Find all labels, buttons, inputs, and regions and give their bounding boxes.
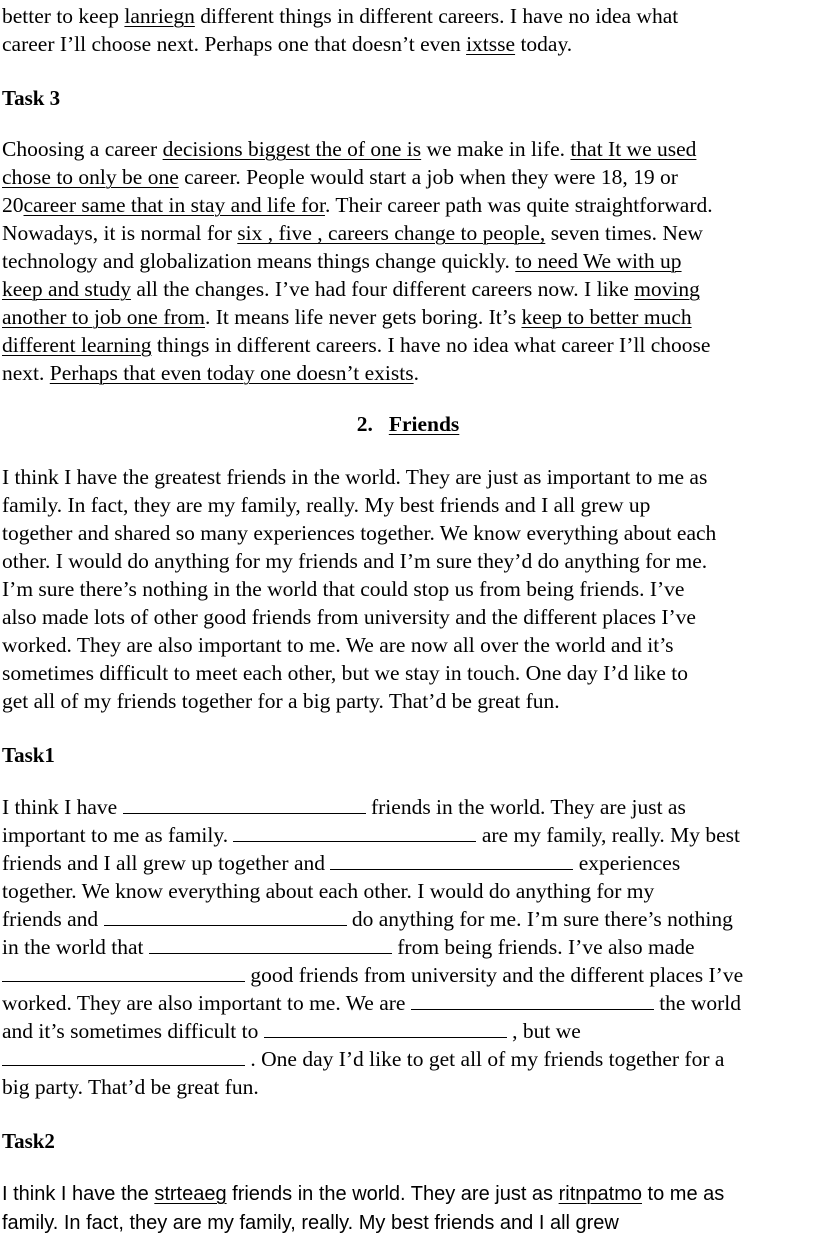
task2-paragraph — [2, 1180, 816, 1238]
text-line: I think I have friends in the world. They are just as — [2, 795, 686, 819]
scrambled-phrase: Perhaps that even today one doesn’t exists — [49, 361, 414, 385]
text-line — [2, 30, 816, 58]
scrambled-phrase: another to job one from — [2, 305, 206, 329]
text: today. — [515, 32, 573, 56]
answer-blank — [233, 821, 476, 842]
section-number: 2. — [356, 412, 373, 436]
section-heading — [0, 410, 816, 438]
answer-blank — [264, 1017, 507, 1038]
text-line: I think I have the greatest friends in the world. They are just as important to me as — [2, 465, 708, 489]
text-line: get all of my friends together for a big party. That’d be great fun. — [2, 689, 560, 713]
task3-paragraph — [2, 135, 816, 387]
scrambled-phrase: to need We with up — [515, 249, 682, 273]
scrambled-phrase: different learning — [2, 333, 152, 357]
text-line: good friends from university and the different places I’ve — [2, 961, 816, 989]
task1-heading: Task1 — [2, 743, 55, 767]
text-line: chose to only be one career. People would start a job when they were 18, 19 or — [2, 165, 678, 189]
scrambled-word: ixtsse — [466, 32, 516, 56]
answer-blank — [330, 849, 573, 870]
text-line: in the world that from being friends. I’ve also made — [2, 935, 695, 959]
scrambled-phrase: six , five , careers change to people, — [237, 221, 546, 245]
text-line: other. I would do anything for my friends and I’m sure they’d do anything for me. — [2, 549, 708, 573]
text-line: another to job one from. It means life never gets boring. It’s keep to better much — [2, 305, 692, 329]
text-line: friends and do anything for me. I’m sure there’s nothing — [2, 907, 733, 931]
text-line: worked. They are also important to me. We are now all over the world and it’s — [2, 633, 674, 657]
text-line: sometimes difficult to meet each other, but we stay in touch. One day I’d like to — [2, 661, 688, 685]
text-line: family. In fact, they are my family, really. My best friends and I all grew — [2, 1212, 619, 1234]
task1-gap-fill — [2, 793, 816, 1101]
text-line: friends and I all grew up together and experiences — [2, 851, 681, 875]
answer-blank — [2, 961, 245, 982]
text-line: 20career same that in stay and life for. Their career path was quite straightforward. — [2, 193, 713, 217]
intro-paragraph — [2, 2, 816, 58]
text-line: next. Perhaps that even today one doesn’t exists. — [2, 361, 419, 385]
text-line: also made lots of other good friends from university and the different places I’ve — [2, 605, 696, 629]
text-line: Nowadays, it is normal for six , five , careers change to people, seven times. New — [2, 221, 703, 245]
text: different things in different careers. I have no idea what — [194, 4, 679, 28]
text-line: Choosing a career decisions biggest the of one is we make in life. that It we used — [2, 137, 697, 161]
section-title: Friends — [388, 412, 460, 436]
text: career I’ll choose next. Perhaps one that doesn’t even — [2, 32, 467, 56]
answer-blank — [411, 989, 654, 1010]
reading-passage — [2, 463, 816, 715]
scrambled-phrase: that It we used — [570, 137, 697, 161]
scrambled-phrase: chose to only be one — [2, 165, 179, 189]
text-line: keep and study all the changes. I’ve had four different careers now. I like moving — [2, 277, 700, 301]
answer-blank — [2, 1045, 245, 1066]
text-line: together and shared so many experiences together. We know everything about each — [2, 521, 717, 545]
task3-heading: Task 3 — [2, 86, 61, 110]
text-line: and it’s sometimes difficult to , but we — [2, 1019, 581, 1043]
text-line: I’m sure there’s nothing in the world that could stop us from being friends. I’ve — [2, 577, 685, 601]
text-line: I think I have the strteaeg friends in the world. They are just as ritnpatmo to me as — [2, 1183, 725, 1205]
scrambled-phrase: keep to better much — [521, 305, 692, 329]
scrambled-word: strteaeg — [154, 1183, 227, 1205]
text-line: technology and globalization means things change quickly. to need We with up — [2, 249, 682, 273]
text-line: . One day I’d like to get all of my friends together for a — [2, 1045, 816, 1073]
scrambled-word: ritnpatmo — [558, 1183, 642, 1205]
text-line: worked. They are also important to me. We are the world — [2, 991, 742, 1015]
scrambled-word: lanriegn — [124, 4, 195, 28]
task2-heading: Task2 — [2, 1129, 55, 1153]
text-line: family. In fact, they are my family, really. My best friends and I all grew up — [2, 493, 651, 517]
answer-blank — [123, 793, 366, 814]
text-line: important to me as family. are my family, really. My best — [2, 823, 740, 847]
text-line: together. We know everything about each other. I would do anything for my — [2, 879, 655, 903]
scrambled-phrase: decisions biggest the of one is — [162, 137, 422, 161]
text-line: big party. That’d be great fun. — [2, 1075, 259, 1099]
answer-blank — [104, 905, 347, 926]
scrambled-phrase: moving — [634, 277, 700, 301]
text: better to keep — [2, 4, 125, 28]
scrambled-phrase: career same that in stay and life for — [23, 193, 325, 217]
text-line — [2, 2, 816, 30]
answer-blank — [149, 933, 392, 954]
scrambled-phrase: keep and study — [2, 277, 131, 301]
text-line: different learning things in different careers. I have no idea what career I’ll choose — [2, 333, 711, 357]
